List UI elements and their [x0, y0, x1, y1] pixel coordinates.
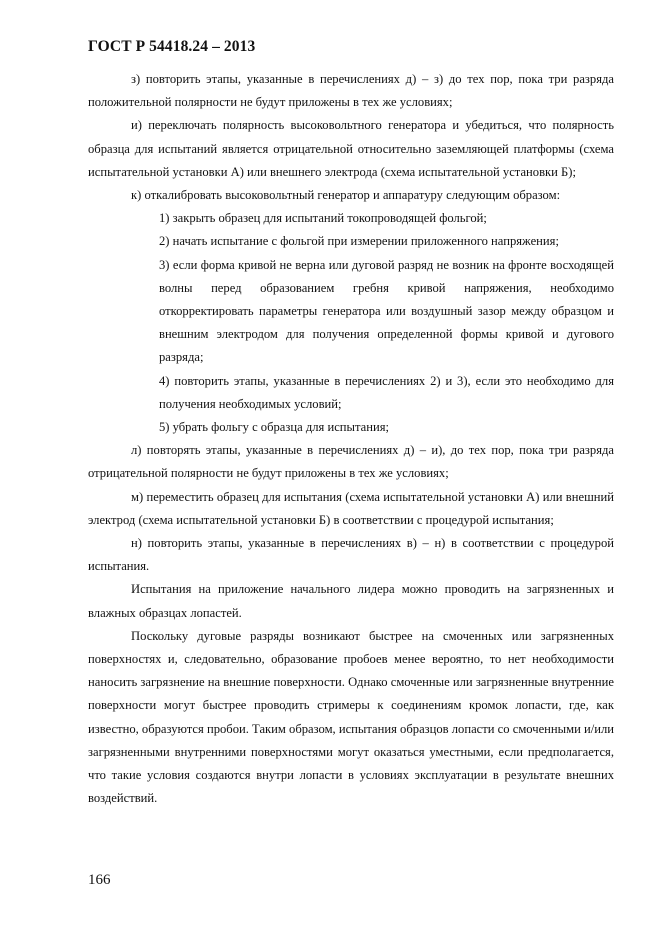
document-header: ГОСТ Р 54418.24 – 2013	[88, 38, 256, 55]
paragraph-k: к) откалибровать высоковольтный генератор и аппаратуру следующим образом:	[131, 188, 561, 203]
paragraph-l: л) повторять этапы, указанные в перечислениях д) – и), до тех пор, пока три разряда отрицательной полярности не будут приложены в тех же условиях;	[88, 443, 614, 481]
paragraph-arc-discharges: Поскольку дуговые разряды возникают быстрее на смоченных или загрязненных поверхностях и, следовательно, образование пробоев менее вероятно, то нет необходимости наносить загрязнение на внешние поверхности. Однако смоченные или загрязненные внутренние поверхности могут быстрее проводить стримеры к соединениям кромок лопасти, где, как известно, образуются пробои. Таким образом, испытания образцов лопасти со смоченными и/или загрязненными внутренними поверхностями могут оказаться уместными, если предполагается, что такие условия создаются внутри лопасти в условиях эксплуатации в результате внешних воздействий.	[88, 628, 614, 806]
subitem-1: 1) закрыть образец для испытаний токопроводящей фольгой;	[159, 211, 487, 226]
paragraph-z: з) повторить этапы, указанные в перечислениях д) – з) до тех пор, пока три разряда положительной полярности не будут приложены в тех же условиях;	[88, 72, 614, 110]
subitem-5: 5) убрать фольгу с образца для испытания;	[159, 420, 390, 435]
paragraph-n: н) повторить этапы, указанные в перечислениях в) – н) в соответствии с процедурой испытания.	[88, 536, 614, 574]
paragraph-leader-tests: Испытания на приложение начального лидера можно проводить на загрязненных и влажных образцах лопастей.	[88, 582, 614, 620]
subitem-4: 4) повторить этапы, указанные в перечислениях 2) и 3), если это необходимо для получения необходимых условий;	[159, 373, 614, 411]
page-number: 166	[88, 872, 111, 888]
paragraph-m: м) переместить образец для испытания (схема испытательной установки А) или внешний электрод (схема испытательной установки Б) в соответствии с процедурой испытания;	[88, 489, 614, 527]
subitem-3: 3) если форма кривой не верна или дуговой разряд не возник на фронте восходящей волны перед образованием гребня кривой напряжения, необходимо откорректировать параметры генератора или воздушный зазор между образцом и внешним электродом для получения определенной формы кривой и дугового разряда;	[159, 257, 614, 365]
subitem-2: 2) начать испытание с фольгой при измерении приложенного напряжения;	[159, 234, 559, 249]
paragraph-i: и) переключать полярность высоковольтного генератора и убедиться, что полярность образца для испытаний является отрицательной относительно заземляющей платформы (схема испытательной установки А) или внешнего электрода (схема испытательной установки Б);	[88, 118, 614, 179]
document-body	[88, 68, 614, 811]
